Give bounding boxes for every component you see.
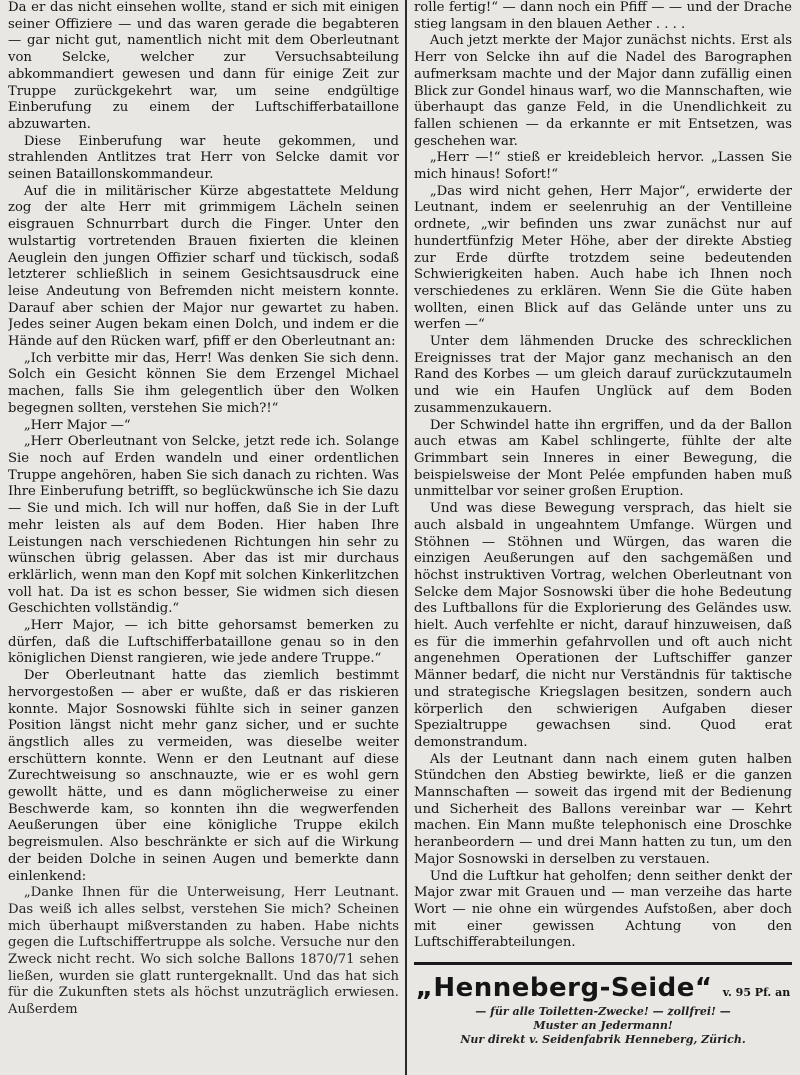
paragraph: Der Oberleutnant hatte das ziemlich bestimmt hervorgestoßen — aber er wußte, daß er das riskieren konnte. Major Sosnowski fühlte sich in seiner ganzen Position längst nicht mehr ganz sicher, und er suchte ängstlich alles zu vermeiden, was dieselbe weiter erschüttern konnte. Wenn er den Leutnant auf diese Zurechtweisung so anschnauzte, wie er es wohl gern gewollt hätte, und es dann möglicherweise zu einer Beschwerde kam, so konnten ihn die wegwerfenden Aeußerungen über eine königliche Truppe ekilch begreismulen. Also beschränkte er sich auf die Wirkung der beiden Dolche in seinen Augen und bemerkte dann einlenkend: bbox=[8, 668, 399, 884]
ad-tagline: — für alle Toiletten-Zwecke! — zollfrei! — bbox=[475, 1005, 731, 1019]
paragraph: „Herr Oberleutnant von Selcke, jetzt rede ich. Solange Sie noch auf Erden wandeln und einer ordentlichen Truppe angehören, haben Sie sich danach zu richten. Was Ihre Einberufung betrifft, so beglückwünsche ich Sie dazu — Sie und mich. Ich will nur hoffen, daß Sie in der Luft mehr leisten als auf dem Boden. Hier haben Ihre Leistungen nach verschiedenen Richtungen hin sehr zu wünschen übrig gelassen. Aber das ist mir durchaus erklärlich, wenn man den Kopf mit solchen Kinkerlitzchen voll hat. Da ist es schon besser, Sie widmen sich diesen Geschichten vollständig.“ bbox=[8, 434, 399, 617]
ad-title-line bbox=[414, 971, 792, 1005]
left-column bbox=[8, 0, 399, 1075]
paragraph: Da er das nicht einsehen wollte, stand er sich mit einigen seiner Offiziere — und das waren gerade die begabteren — gar nicht gut, namentlich nicht mit dem Oberleutnant von Selcke, welcher zur Versuchsabteilung abkommandiert gewesen und dann für einige Zeit zur Truppe zurückgekehrt war, um seine endgültige Einberufung zu einem der Luftschifferbataillone abzuwarten. bbox=[8, 0, 399, 132]
paragraph: Diese Einberufung war heute gekommen, und strahlenden Antlitzes trat Herr von Selcke damit vor seinen Bataillonskommandeur. bbox=[8, 133, 399, 183]
paragraph: „Herr —!“ stieß er kreidebleich hervor. „Lassen Sie mich hinaus! Sofort!“ bbox=[414, 150, 792, 183]
ad-samples-line: Muster an Jedermann! bbox=[533, 1019, 673, 1033]
right-column bbox=[414, 0, 792, 1075]
paragraph: „Herr Major —“ bbox=[23, 417, 131, 433]
paragraph: „Danke Ihnen für die Unterweisung, Herr Leutnant. Das weiß ich alles selbst, verstehen Sie mich? Scheinen mich überhaupt mißverstanden zu haben. Habe nichts gegen die Luftschiffertruppe als solche. Versuche nur den Zweck nicht recht. Wo sich solche Ballons 1870/71 sehen ließen, wurden sie glatt runtergeknallt. Und das hat sich für die Zukunften stets als höchst unzuträglich erwiesen. Außerdem bbox=[8, 885, 399, 1018]
paragraph: Und was diese Bewegung versprach, das hielt sie auch alsbald in ungeahntem Umfange. Würgen und Stöhnen — Stöhnen und Würgen, das waren die einzigen Aeußerungen auf den sachgemäßen und höchst instruktiven Vortrag, welchen Oberleutnant von Selcke dem Major Sosnowski über die hohe Bedeutung des Luftballons für die Explorierung des Geländes usw. hielt. Auch verfehlte er nicht, darauf hinzuweisen, daß es für die immerhin gefahrvollen und oft auch nicht angenehmen Operationen der Luftschiffer ganzer Männer bedarf, die nicht nur Verständnis für taktische und strategische Kriegslagen besitzen, sondern auch körperlich den schwierigen Aufgaben dieser Spezialtruppe gewachsen sind. Quod erat demonstrandum. bbox=[414, 501, 792, 750]
ad-title: „Henneberg-Seide“ bbox=[415, 973, 713, 1004]
paragraph: Und die Luftkur hat geholfen; denn seither denkt der Major zwar mit Grauen und — man verzeihe das harte Wort — nie ohne ein würgendes Aufstoßen, aber doch mit einer gewissen Achtung von den Luftschifferabteilungen. bbox=[414, 868, 792, 951]
paragraph: Unter dem lähmenden Drucke des schrecklichen Ereignisses trat der Major ganz mechanisch an den Rand des Korbes — um gleich darauf zurückzutaumeln und wie ein Haufen Unglück auf dem Boden zusammenzukauern. bbox=[414, 334, 792, 416]
paragraph: Der Schwindel hatte ihn ergriffen, und da der Ballon auch etwas am Kabel schlingerte, fühlte der alte Grimmbart sein Inneres in einer Bewegung, die beispielsweise der Mont Pelée empfunden haben muß unmittelbar vor seiner großen Eruption. bbox=[414, 417, 792, 500]
column-divider bbox=[405, 0, 407, 1075]
paragraph: Auch jetzt merkte der Major zunächst nichts. Erst als Herr von Selcke ihn auf die Nadel des Barographen aufmerksam machte und der Major dann zufällig einen Blick zur Gondel hinaus warf, wo die Mannschaften, wie überhaupt das ganze Feld, in die Unendlichkeit zu fallen schienen — da erkannte er mit Entsetzen, was geschehen war. bbox=[414, 33, 792, 149]
paragraph: rolle fertig!“ — dann noch ein Pfiff — — und der Drache stieg langsam in den blauen Aether . . . . bbox=[414, 0, 792, 32]
paragraph: Auf die in militärischer Kürze abgestattete Meldung zog der alte Herr mit grimmigem Lächeln seinen eisgrauen Schnurrbart durch die Finger. Unter den wulstartig vortretenden Brauen fixierten die kleinen Aeuglein den jungen Offizier scharf und tückisch, sodaß letzterer schließlich in seinem Gesichtsausdruck eine leise Andeutung von Befremden nicht meistern konnte. Darauf aber schien der Major nur gewartet zu haben. Jedes seiner Augen bekam einen Dolch, und indem er die Hände auf den Rücken warf, pfiff er den Oberleutnant an: bbox=[8, 183, 399, 350]
ad-price: v. 95 Pf. an bbox=[722, 986, 791, 1000]
advertisement bbox=[414, 962, 792, 1047]
paragraph: „Ich verbitte mir das, Herr! Was denken Sie sich denn. Solch ein Gesicht können Sie dem Erzengel Michael machen, falls Sie ihm gelegentlich über den Wolken begegnen sollten, verstehen Sie mich?!“ bbox=[8, 350, 399, 416]
paragraph: Als der Leutnant dann nach einem guten halben Stündchen den Abstieg bewirkte, ließ er die ganzen Mannschaften — soweit das irgend mit der Bedienung und Sicherheit des Ballons vereinbar war — Kehrt machen. Ein Mann mußte telephonisch eine Droschke heranbeordern — und drei Mann hatten zu tun, um den Major Sosnowski in derselben zu verstauen. bbox=[414, 751, 792, 867]
ad-source-line: Nur direkt v. Seidenfabrik Henneberg, Zürich. bbox=[460, 1033, 746, 1047]
paragraph: „Herr Major, — ich bitte gehorsamst bemerken zu dürfen, daß die Luftschifferbataillone genau so in den königlichen Dienst rangieren, wie jede andere Truppe.“ bbox=[8, 618, 399, 667]
paragraph: „Das wird nicht gehen, Herr Major“, erwiderte der Leutnant, indem er seelenruhig an der Ventilleine ordnete, „wir befinden uns zwar zunächst nur auf hundertfünfzig Meter Höhe, aber der direkte Abstieg zur Erde dürfte trotzdem seine bedeutenden Schwierigkeiten haben. Auch habe ich Ihnen noch verschiedenes zu erklären. Wenn Sie die Güte haben wollten, einen Blick auf das Gelände unter uns zu werfen —“ bbox=[414, 183, 792, 333]
